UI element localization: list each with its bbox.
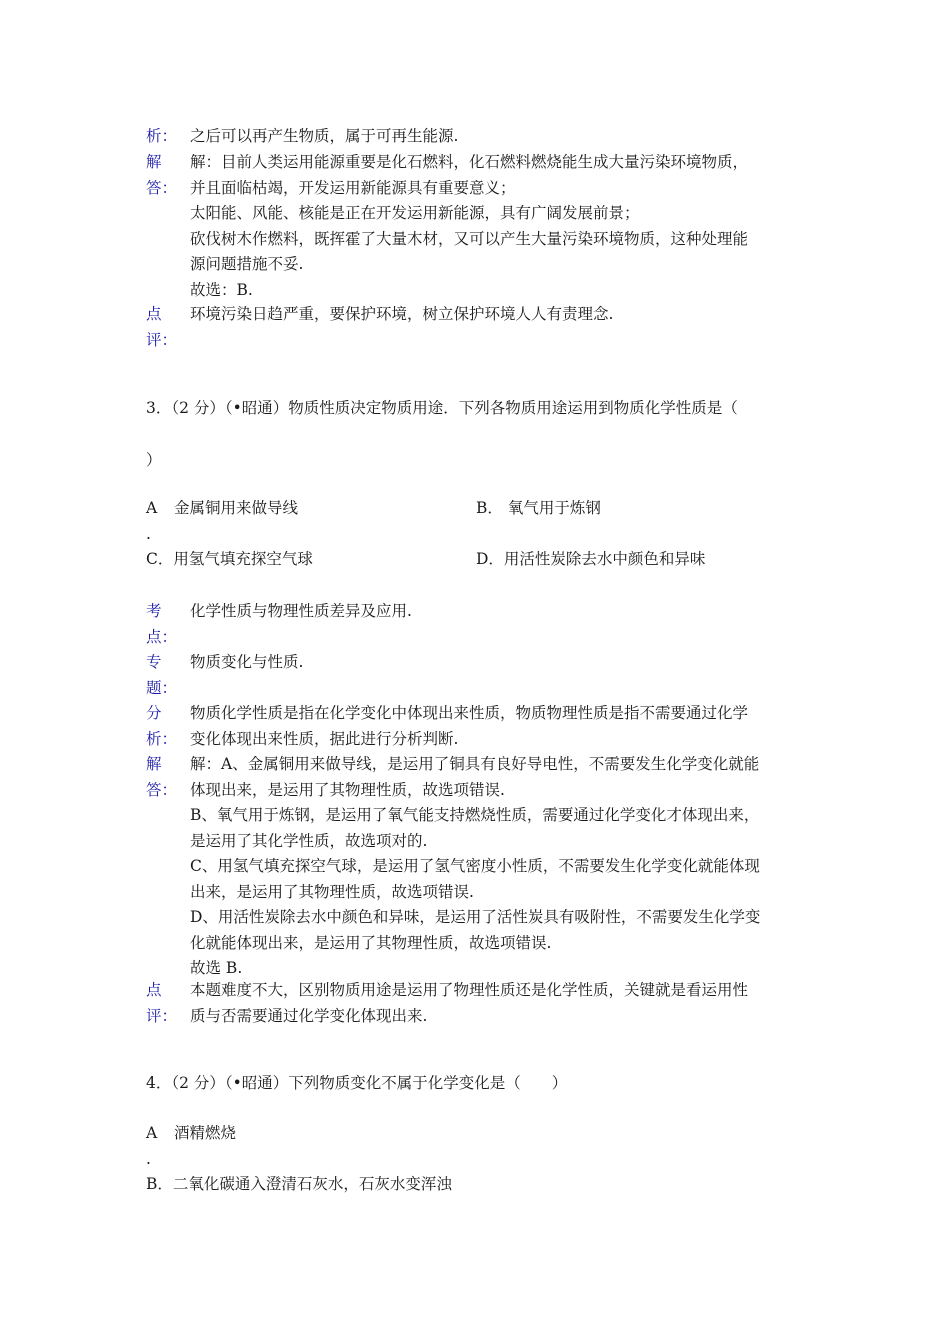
q4-option-a-letter: A <box>146 1124 158 1142</box>
option-a-text: 金属铜用来做导线 <box>174 499 299 517</box>
answer-label: 解 答： <box>146 755 178 799</box>
topic-text: 物质变化与性质. <box>190 653 304 671</box>
option-d: D．用活性炭除去水中颜色和异味 <box>476 550 706 568</box>
knowledge-point-label: 考 点： <box>146 602 178 646</box>
answer-label: 解 答： <box>146 153 178 197</box>
question-3-stem: 3．（2 分）（•昭通）物质性质决定物质用途．下列各物质用途运用到物质化学性质是（ <box>146 399 738 417</box>
question-4-stem: 4．（2 分）（•昭通）下列物质变化不属于化学变化是（ ） <box>146 1074 568 1092</box>
comment-text: 本题难度不大，区别物质用途是运用了物理性质还是化学性质，关键就是看运用性 质与否需要通过化学变化体现出来. <box>190 981 749 1025</box>
question-3-stem-close: ） <box>146 451 162 469</box>
comment-text: 环境污染日趋严重，要保护环境，树立保护环境人人有责理念. <box>190 305 614 323</box>
analysis-text: 物质化学性质是指在化学变化中体现出来性质，物质物理性质是指不需要通过化学 变化体现出来性质，据此进行分析判断. <box>190 704 749 748</box>
option-c: C．用氢气填充探空气球 <box>146 550 313 568</box>
analysis-text: 之后可以再产生物质，属于可再生能源. <box>190 127 459 145</box>
knowledge-point-text: 化学性质与物理性质差异及应用. <box>190 602 412 620</box>
comment-label: 点 评： <box>146 305 178 349</box>
option-b: B． 氧气用于炼钢 <box>476 499 601 517</box>
topic-label: 专 题： <box>146 653 178 697</box>
option-a-dot: . <box>146 525 151 543</box>
q4-option-a-dot: . <box>146 1150 151 1168</box>
analysis-label: 析： <box>146 127 178 145</box>
q4-option-a-text: 酒精燃烧 <box>174 1124 237 1142</box>
option-a-letter: A <box>146 499 158 517</box>
q4-option-b: B．二氧化碳通入澄清石灰水，石灰水变浑浊 <box>146 1175 452 1193</box>
analysis-label: 分 析： <box>146 704 178 748</box>
answer-text: 解：A、金属铜用来做导线，是运用了铜具有良好导电性，不需要发生化学变化就能 体现出来，是运用了其物理性质，故选项错误. B、氧气用于炼钢，是运用了氧气能支持燃烧性质，需要通过化学变化才体现出来， 是运用了其化学性质，故选项对的. C、用氢气填充探空气球，是运用了氢气密度小性质，不需要发生化学变化就能体现 出来，是运用了其物理性质，故选项错误. D、用活性炭除去水中颜色和异味，是运用了活性炭具有吸附性，不需要发生化学变 化就能体现出来，是运用了其物理性质，故选项错误. 故选 B. <box>190 755 761 977</box>
answer-text: 解：目前人类运用能源重要是化石燃料，化石燃料燃烧能生成大量污染环境物质， 并且面临枯竭，开发运用新能源具有重要意义； 太阳能、风能、核能是正在开发运用新能源，具有广阔发展前景； 砍伐树木作燃料，既挥霍了大量木材，又可以产生大量污染环境物质，这种处理能 源问题措施不妥. 故选：B. <box>190 153 749 299</box>
comment-label: 点 评： <box>146 981 178 1025</box>
